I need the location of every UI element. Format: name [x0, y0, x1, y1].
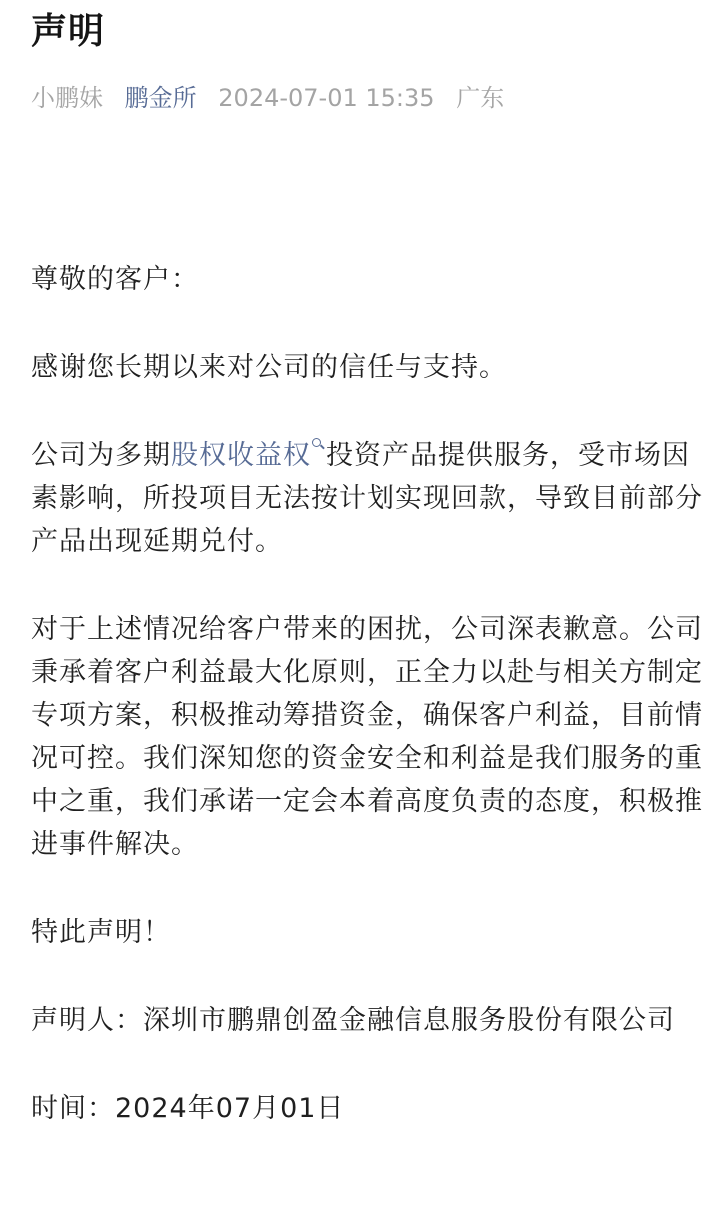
article-title: 声明 — [31, 11, 106, 52]
greeting-paragraph: 尊敬的客户： — [31, 264, 199, 295]
account-name-link[interactable]: 鹏金所 — [124, 84, 197, 112]
publish-datetime: 2024-07-01 15:35 — [218, 84, 435, 112]
situation-text-after: 投资产品提供服务，受市场因素影响，所投项目无法按计划实现回款，导致目前部分产品出现延期兑付。 — [31, 440, 703, 557]
keyword-search-link[interactable]: 股权收益权 — [171, 440, 311, 471]
publish-location: 广东 — [456, 84, 505, 112]
situation-paragraph — [31, 434, 703, 563]
article-body — [31, 258, 703, 1130]
thanks-paragraph: 感谢您长期以来对公司的信任与支持。 — [31, 352, 507, 383]
search-icon[interactable] — [311, 434, 324, 454]
article-meta — [31, 80, 518, 116]
declarant-paragraph: 声明人：深圳市鹏鼎创盈金融信息服务股份有限公司 — [31, 1005, 675, 1036]
apology-paragraph: 对于上述情况给客户带来的困扰，公司深表歉意。公司秉承着客户利益最大化原则，正全力以赴与相关方制定专项方案，积极推动筹措资金，确保客户利益，目前情况可控。我们深知您的资金安全和利益是我们服务的重中之重，我们承诺一定会本着高度负责的态度，积极推进事件解决。 — [31, 614, 703, 860]
situation-text-before: 公司为多期 — [31, 440, 171, 471]
date-paragraph: 时间：2024年07月01日 — [31, 1093, 345, 1124]
author-name[interactable]: 小鹏妹 — [31, 84, 103, 112]
closing-paragraph: 特此声明！ — [31, 917, 171, 948]
